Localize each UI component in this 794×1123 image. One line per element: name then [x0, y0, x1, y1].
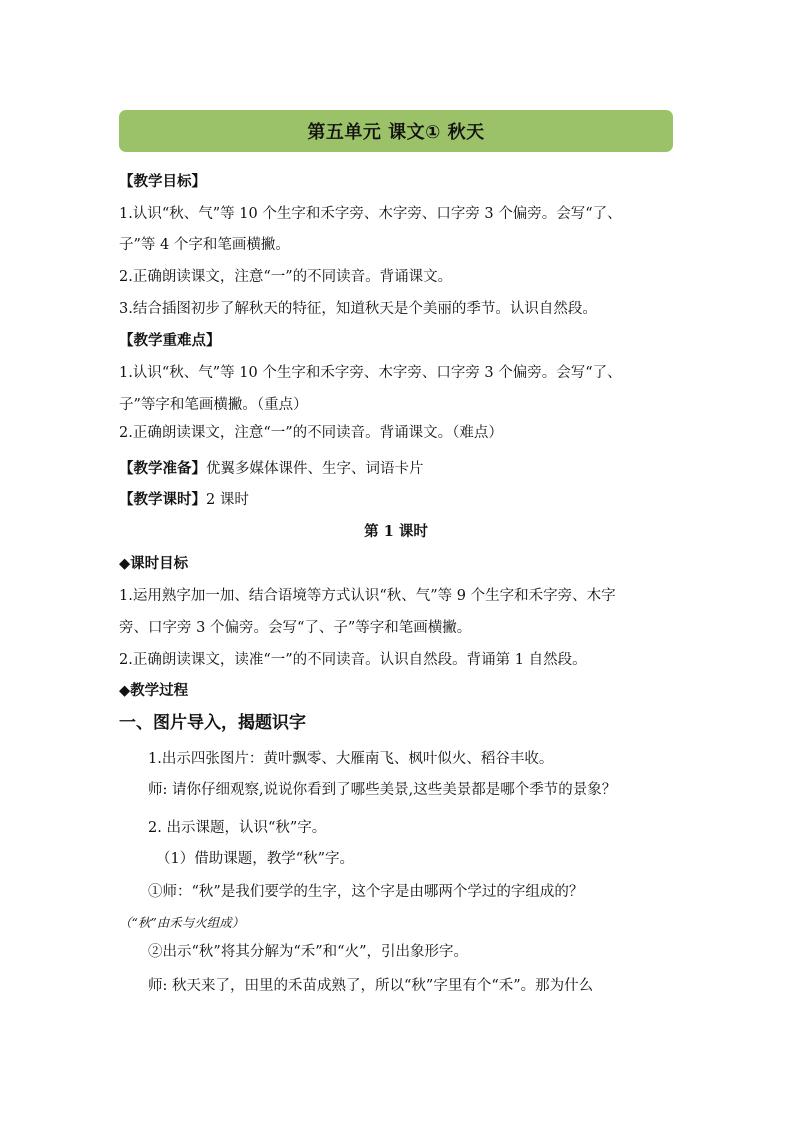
preparation-line [119, 459, 424, 479]
key-points-heading: 【教学重难点】 [119, 332, 221, 349]
process-line: 师: 秋天来了，田里的禾苗成熟了，所以“秋”字里有个“禾”。那为什么 [148, 978, 594, 994]
lesson-goal-line: 旁、口字旁 3 个偏旁。会写“了、子”等字和笔画横撇。 [119, 620, 472, 636]
lesson-goal-line: 1.运用熟字加一加、结合语境等方式认识“秋、气”等 9 个生字和禾字旁、木字 [119, 588, 616, 604]
process-line: （1）借助课题，教学“秋”字。 [156, 851, 355, 867]
hours-line [119, 490, 249, 510]
lesson-title: 第 1 课时 [364, 523, 428, 540]
process-line: 2. 出示课题，认识“秋”字。 [148, 820, 327, 836]
process-note: （“秋”由禾与火组成） [119, 915, 245, 930]
key-point-line: 1.认识“秋、气”等 10 个生字和禾字旁、木字旁、口字旁 3 个偏旁。会写“了、 [119, 365, 622, 381]
objectives-heading: 【教学目标】 [119, 173, 206, 190]
preparation-text: 优翼多媒体课件、生字、词语卡片 [206, 461, 424, 477]
process-line: 师: 请你仔细观察,说说你看到了哪些美景,这些美景都是哪个季节的景象？ [148, 782, 617, 798]
section-heading: 一、图片导入，揭题识字 [119, 713, 306, 733]
lesson-goal-line: 2.正确朗读课文，读准“一”的不同读音。认识自然段。背诵第 1 自然段。 [119, 652, 587, 668]
hours-label: 【教学课时】 [119, 491, 206, 508]
process-line: 1.出示四张图片：黄叶飘零、大雁南飞、枫叶似火、稻谷丰收。 [148, 751, 554, 767]
objective-line: 子”等 4 个字和笔画横撇。 [119, 237, 290, 253]
objective-line: 2.正确朗读课文，注意“一”的不同读音。背诵课文。 [119, 269, 453, 285]
process-line: ①师：“秋”是我们要学的生字，这个字是由哪两个学过的字组成的？ [148, 884, 584, 900]
page-title: 第五单元 课文① 秋天 [307, 122, 485, 143]
process-line: ②出示“秋”将其分解为“禾”和“火”，引出象形字。 [148, 944, 468, 960]
hours-text: 2 课时 [206, 492, 249, 508]
preparation-label: 【教学准备】 [119, 460, 206, 477]
objective-line: 3.结合插图初步了解秋天的特征，知道秋天是个美丽的季节。认识自然段。 [119, 301, 597, 317]
key-point-line: 子”等字和笔画横撇。（重点） [119, 397, 308, 413]
key-point-line: 2.正确朗读课文，注意“一”的不同读音。背诵课文。（难点） [119, 425, 503, 441]
lesson-goals-heading: ◆课时目标 [119, 555, 189, 572]
title-banner [119, 110, 673, 152]
objective-line: 1.认识“秋、气”等 10 个生字和禾字旁、木字旁、口字旁 3 个偏旁。会写“了、 [119, 206, 622, 222]
process-heading: ◆教学过程 [119, 682, 189, 699]
